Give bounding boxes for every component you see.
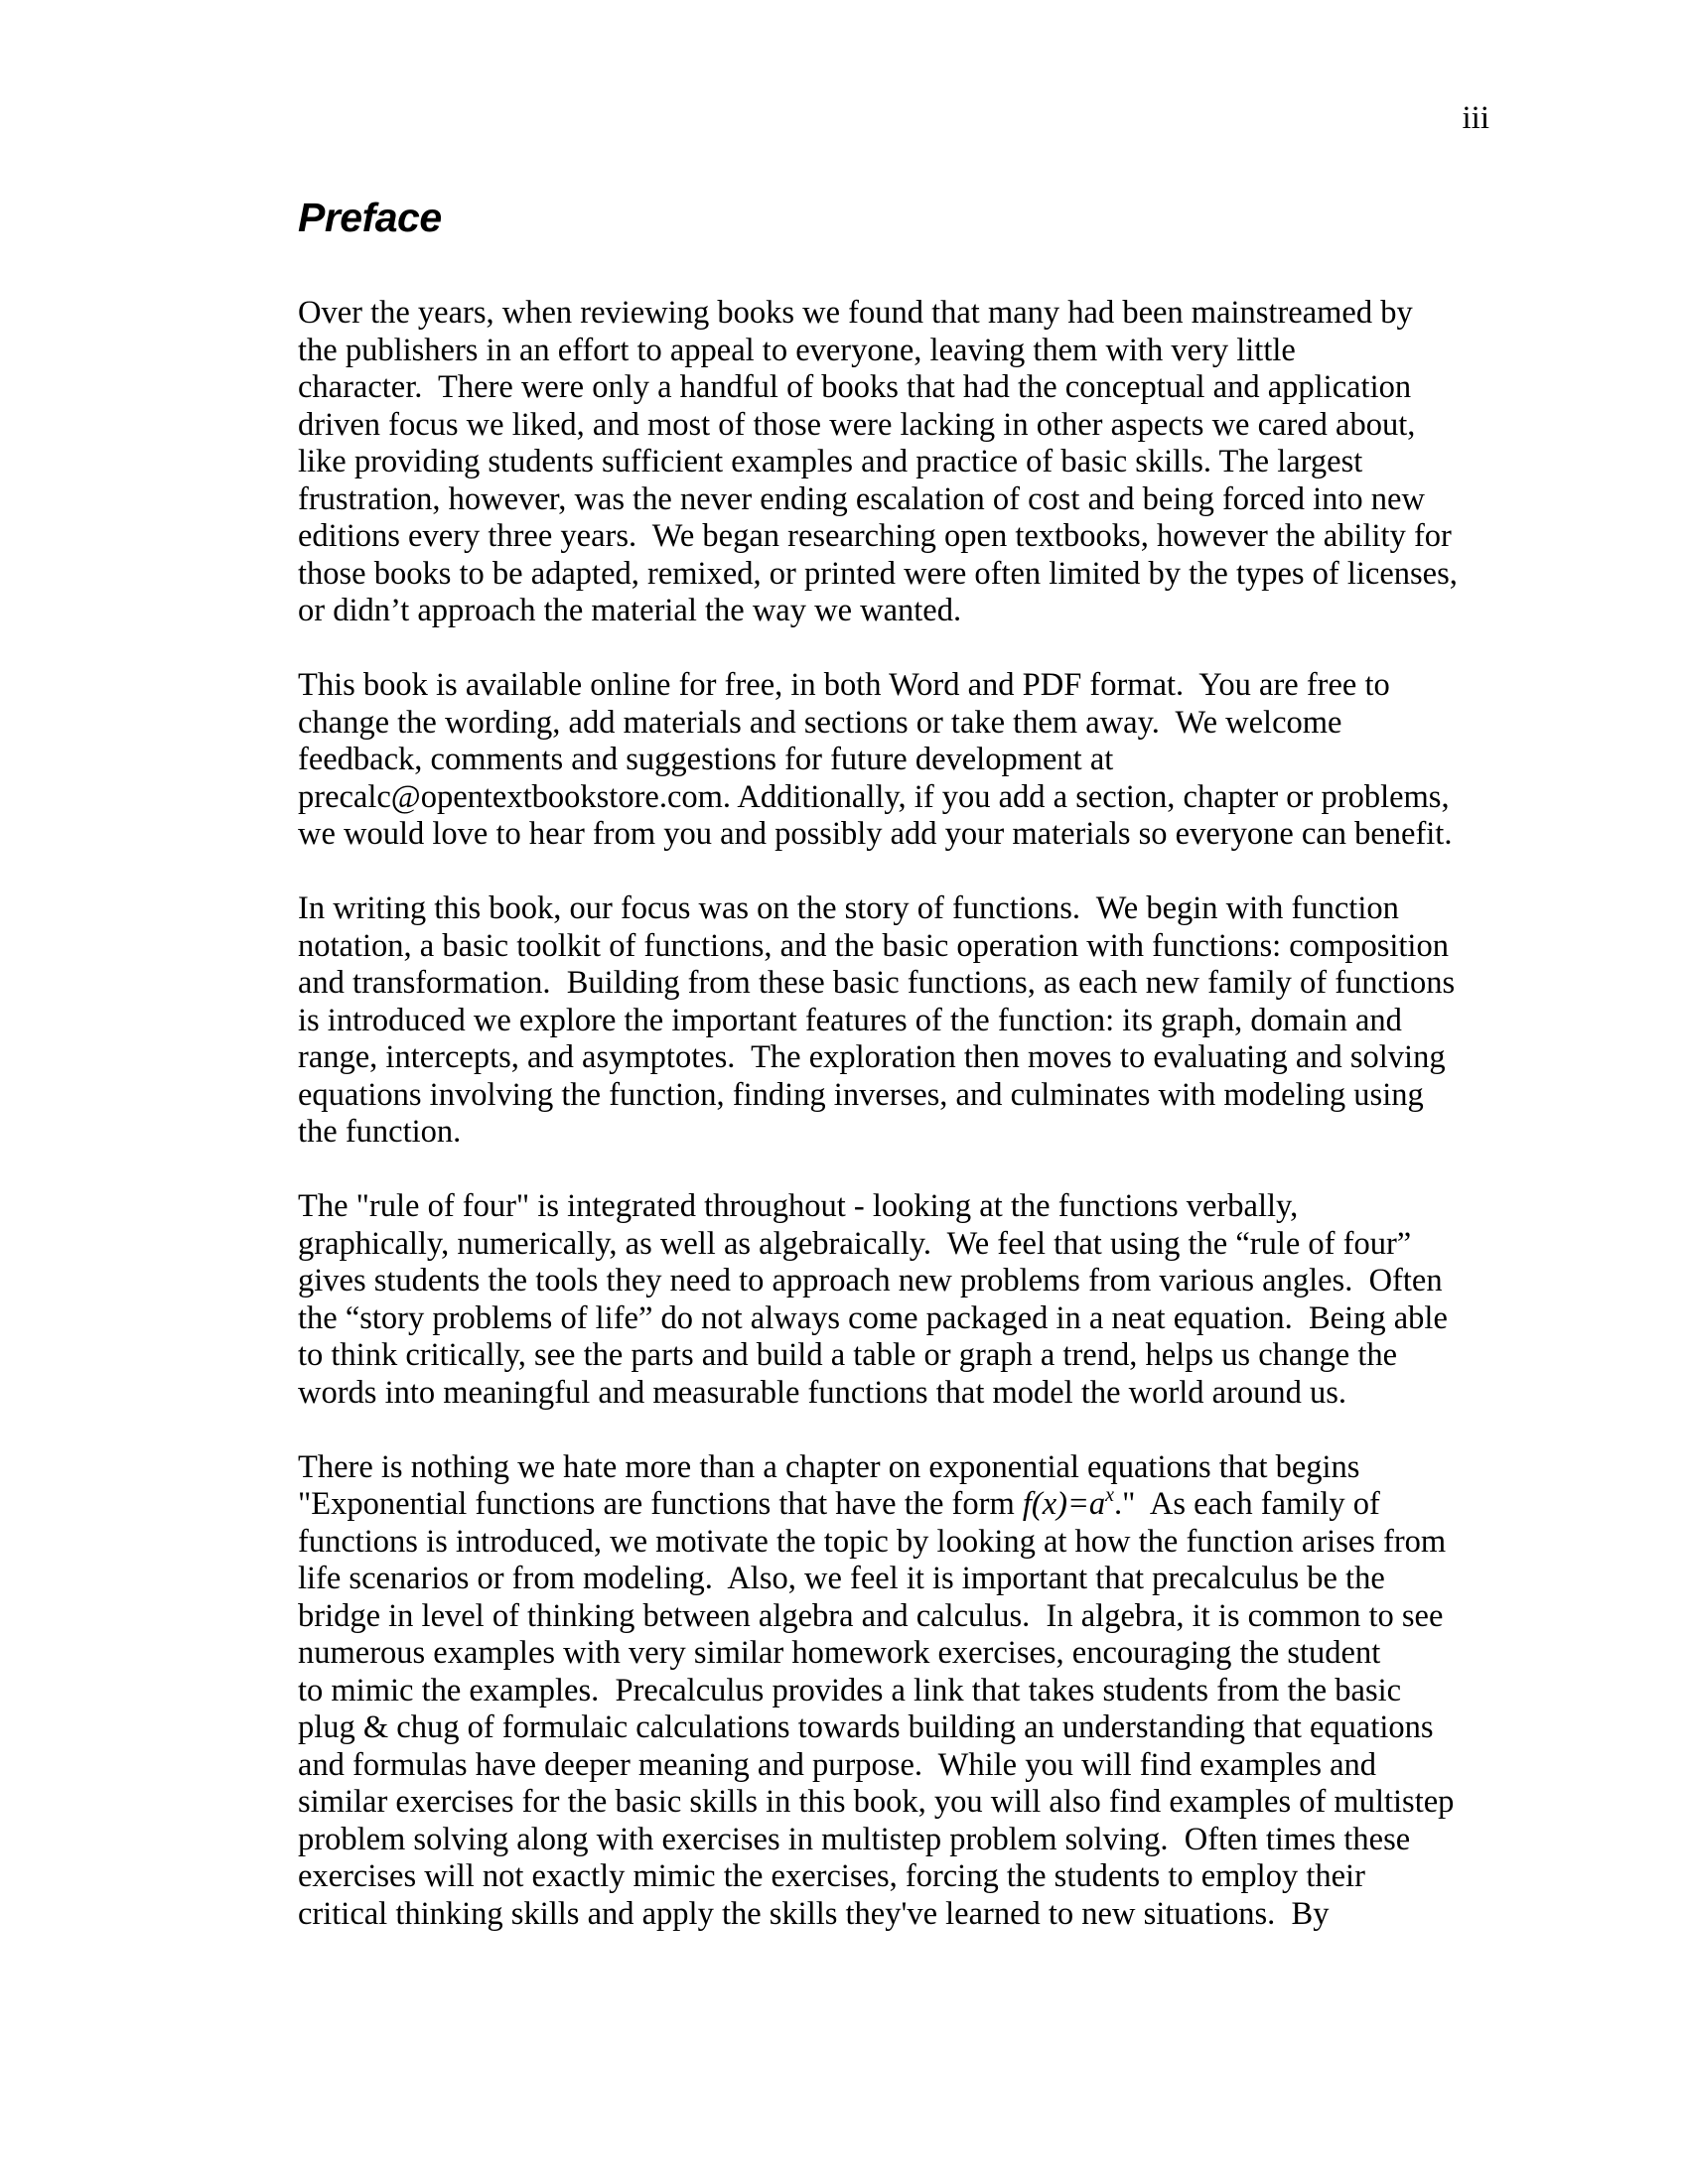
page-title: Preface: [298, 195, 442, 240]
text-line: range, intercepts, and asymptotes. The exploration then moves to evaluating and solving: [298, 1039, 1446, 1075]
text-line: to mimic the examples. Precalculus provides a link that takes students from the basic: [298, 1672, 1402, 1708]
paragraph-1: [298, 295, 1489, 630]
paragraph-2: [298, 667, 1489, 854]
text-line: the function.: [298, 1114, 462, 1150]
text-line: problem solving along with exercises in multistep problem solving. Often times these: [298, 1821, 1411, 1857]
text-line: words into meaningful and measurable functions that model the world around us.: [298, 1374, 1347, 1411]
text-line: graphically, numerically, as well as algebraically. We feel that using the “rule of four”: [298, 1225, 1412, 1262]
text-line: feedback, comments and suggestions for future development at: [298, 742, 1114, 777]
text-line: notation, a basic toolkit of functions, and the basic operation with functions: composition: [298, 927, 1449, 964]
formula-lead-text: "Exponential functions are functions that have the form: [298, 1486, 1023, 1522]
paragraph-gap: [298, 1152, 1489, 1189]
text-line: editions every three years. We began researching open textbooks, however the ability for: [298, 518, 1452, 554]
text-line: bridge in level of thinking between algebra and calculus. In algebra, it is common to see: [298, 1597, 1444, 1634]
formula-trail-text: ." As each family of: [1114, 1486, 1380, 1522]
paragraph-5: [298, 1449, 1489, 1934]
paragraph-3: [298, 890, 1489, 1152]
text-line: There is nothing we hate more than a chapter on exponential equations that begins: [298, 1448, 1360, 1485]
page-number: iii: [1462, 100, 1489, 136]
paragraph-gap: [298, 854, 1489, 891]
text-line: gives students the tools they need to approach new problems from various angles. Often: [298, 1263, 1443, 1298]
text-line: This book is available online for free, in both Word and PDF format. You are free to: [298, 667, 1390, 703]
paragraph-4: [298, 1188, 1489, 1412]
text-line: equations involving the function, finding inverses, and culminates with modeling using: [298, 1076, 1424, 1113]
text-line: precalc@opentextbookstore.com. Additionally, if you add a section, chapter or problems,: [298, 778, 1450, 815]
paragraph-gap: [298, 1412, 1489, 1449]
text-line: is introduced we explore the important features of the function: its graph, domain and: [298, 1002, 1402, 1038]
text-line: frustration, however, was the never ending escalation of cost and being forced into new: [298, 480, 1425, 517]
text-line: we would love to hear from you and possibly add your materials so everyone can benefit.: [298, 816, 1453, 852]
text-line: The "rule of four" is integrated throughout - looking at the functions verbally,: [298, 1188, 1299, 1224]
text-line: In writing this book, our focus was on the story of functions. We begin with function: [298, 890, 1399, 926]
text-line: those books to be adapted, remixed, or printed were often limited by the types of licenses,: [298, 555, 1458, 592]
text-line: the publishers in an effort to appeal to everyone, leaving them with very little: [298, 332, 1296, 368]
body-text: [298, 295, 1489, 1933]
text-line: driven focus we liked, and most of those were lacking in other aspects we cared about,: [298, 406, 1416, 443]
text-line: to think critically, see the parts and build a table or graph a trend, helps us change the: [298, 1337, 1398, 1373]
text-line: like providing students sufficient examples and practice of basic skills. The largest: [298, 444, 1363, 479]
text-line: or didn’t approach the material the way we wanted.: [298, 593, 962, 628]
text-line: and formulas have deeper meaning and purpose. While you will find examples and: [298, 1746, 1377, 1783]
text-line: Over the years, when reviewing books we found that many had been mainstreamed by: [298, 295, 1413, 331]
formula: [1023, 1486, 1114, 1522]
text-line: character. There were only a handful of books that had the conceptual and application: [298, 369, 1412, 405]
text-line: the “story problems of life” do not always come packaged in a neat equation. Being able: [298, 1299, 1448, 1336]
text-line: similar exercises for the basic skills in this book, you will also find examples of multistep: [298, 1784, 1455, 1820]
text-line: plug & chug of formulaic calculations towards building an understanding that equations: [298, 1709, 1434, 1745]
paragraph-gap: [298, 630, 1489, 668]
text-line: numerous examples with very similar homework exercises, encouraging the student: [298, 1635, 1381, 1671]
text-line: functions is introduced, we motivate the topic by looking at how the function arises from: [298, 1523, 1447, 1560]
formula-base: f(x)=a: [1022, 1486, 1106, 1522]
formula-exponent: x: [1105, 1484, 1115, 1506]
text-line: life scenarios or from modeling. Also, we feel it is important that precalculus be the: [298, 1561, 1385, 1596]
text-line: exercises will not exactly mimic the exercises, forcing the students to employ their: [298, 1858, 1365, 1894]
text-line-with-formula: [298, 1486, 1489, 1524]
text-line: change the wording, add materials and sections or take them away. We welcome: [298, 704, 1342, 741]
text-line: critical thinking skills and apply the skills they've learned to new situations. By: [298, 1895, 1330, 1932]
text-line: and transformation. Building from these basic functions, as each new family of functions: [298, 965, 1456, 1001]
